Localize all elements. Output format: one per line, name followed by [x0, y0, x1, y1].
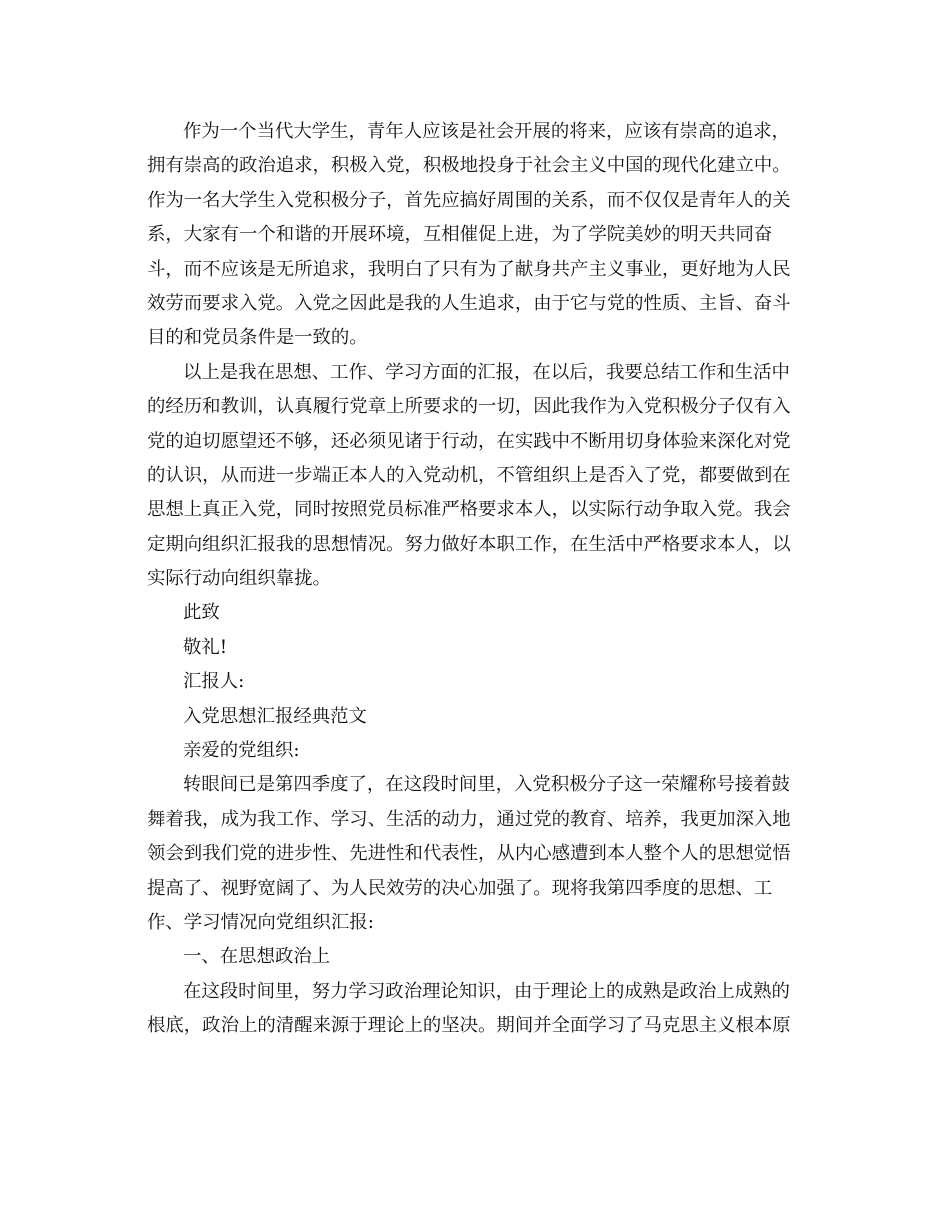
- text-line: 拥有崇高的政治追求，积极入党，积极地投身于社会主义中国的现代化建立中。: [147, 155, 791, 177]
- closing-salutation: 此致: [183, 602, 220, 624]
- greeting: 亲爱的党组织:: [183, 740, 300, 762]
- section-title: 入党思想汇报经典范文: [183, 705, 367, 727]
- text-line: 根底，政治上的清醒来源于理论上的坚决。期间并全面学习了马克思主义根本原: [147, 1015, 791, 1037]
- text-line: 舞着我，成为我工作、学习、生活的动力，通过党的教育、培养，我更加深入地: [147, 808, 791, 830]
- text-line: 目的和党员条件是一致的。: [147, 327, 368, 349]
- text-line: 作为一个当代大学生，青年人应该是社会开展的将来，应该有崇高的追求，: [183, 121, 790, 142]
- subheading: 一、在思想政治上: [183, 946, 331, 968]
- text-line: 系，大家有一个和谐的开展环境，互相催促上进，为了学院美妙的明天共同奋: [147, 224, 773, 246]
- text-line: 定期向组织汇报我的思想情况。努力做好本职工作，在生活中严格要求本人，以: [147, 533, 791, 555]
- text-line: 领会到我们党的进步性、先进性和代表性，从内心感遭到本人整个人的思想觉悟: [147, 843, 791, 865]
- text-line: 作为一名大学生入党积极分子，首先应搞好周围的关系，而不仅仅是青年人的关: [147, 189, 791, 211]
- text-line: 思想上真正入党，同时按照党员标准严格要求本人，以实际行动争取入党。我会: [147, 499, 791, 521]
- document-body: [147, 115, 807, 1044]
- text-line: 实际行动向组织靠拢。: [147, 568, 331, 590]
- text-line: 党的迫切愿望还不够，还必须见诸于行动，在实践中不断用切身体验来深化对党: [147, 430, 791, 452]
- text-line: 作、学习情况向党组织汇报:: [147, 911, 374, 933]
- text-line: 在这段时间里，努力学习政治理论知识，由于理论上的成熟是政治上成熟的: [183, 980, 790, 1002]
- text-line: 转眼间已是第四季度了，在这段时间里，入党积极分子这一荣耀称号接着鼓: [183, 774, 790, 796]
- text-line: 提高了、视野宽阔了、为人民效劳的决心加强了。现将我第四季度的思想、工: [147, 877, 773, 899]
- text-line: 的认识，从而进一步端正本人的入党动机，不管组织上是否入了党，都要做到在: [147, 464, 791, 486]
- text-line: 以上是我在思想、工作、学习方面的汇报，在以后，我要总结工作和生活中: [183, 361, 790, 383]
- text-line: 斗，而不应该是无所追求，我明白了只有为了献身共产主义事业，更好地为人民: [147, 258, 791, 280]
- reporter-label: 汇报人:: [183, 671, 245, 693]
- text-line: 的经历和教训，认真履行党章上所要求的一切，因此我作为入党积极分子仅有入: [147, 396, 791, 418]
- text-line: 效劳而要求入党。入党之因此是我的人生追求，由于它与党的性质、主旨、奋斗: [147, 292, 791, 314]
- closing-regards: 敬礼!: [183, 636, 228, 658]
